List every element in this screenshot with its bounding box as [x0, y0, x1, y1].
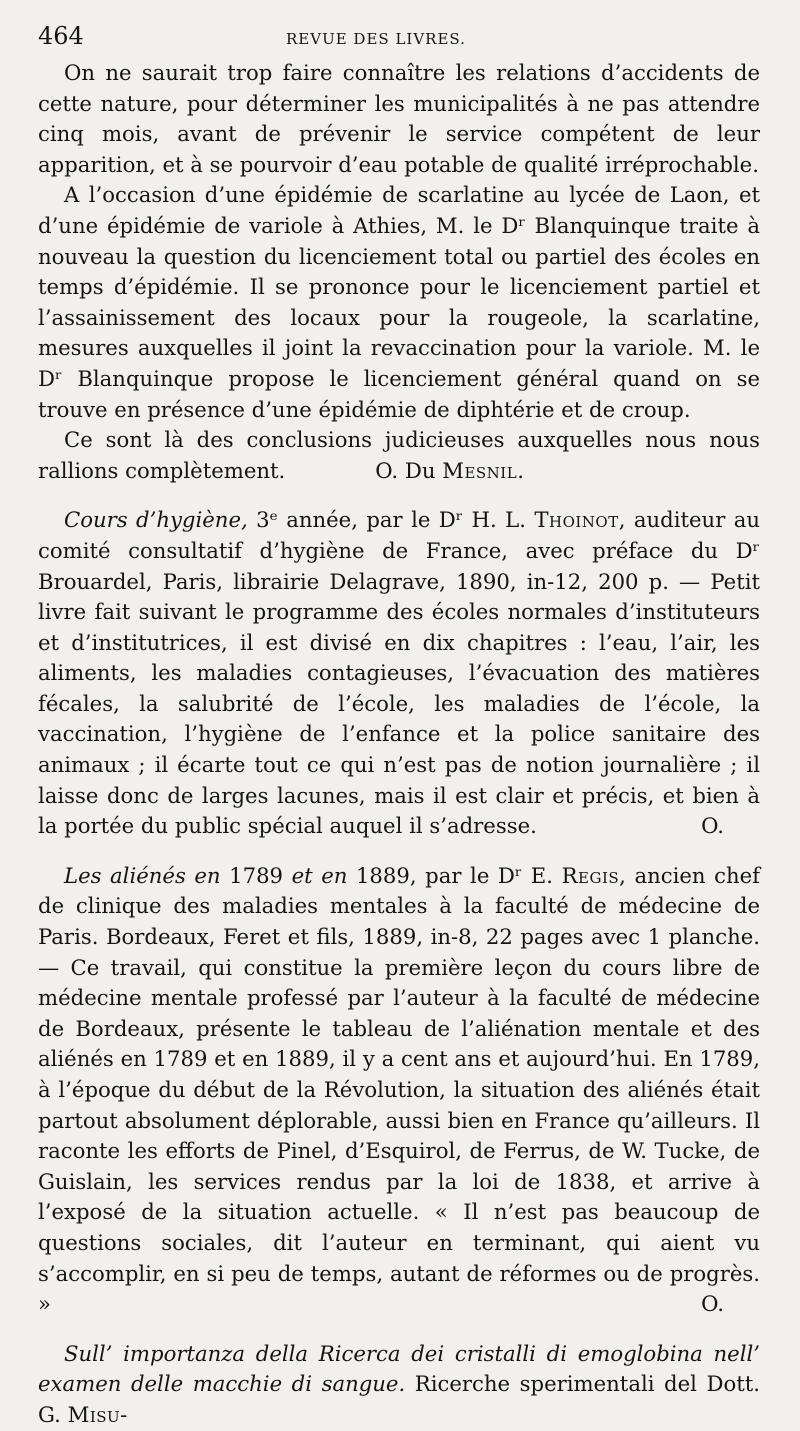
paragraph-blanquinque: A l’occasion d’une épidémie de scarlatine au lycée de Laon, et d’une épidémie de variole à Athies, M. le Dʳ Blanquinque traite à nouveau la question du licenciement total ou partiel des écoles en temps d’épidémie. Il se prononce pour le licenciement partiel et l’assainissement des locaux pour la rougeole, la scarlatine, mesures auxquelles il joint la revaccination pour la variole. M. le Dʳ Blanquinque propose le licenciement général quand on se trouve en présence d’une épidémie de diphtérie et de croup. — [38, 182, 760, 422]
paragraph-accidents: On ne saurait trop faire connaître les relations d’accidents de cette nature, pour déterminer les municipalités à ne pas attendre cinq mois, avant de prévenir le service compétent de leur apparition, et à se pourvoir d’eau potable de qualité irréprochable. — [38, 60, 760, 177]
page-number: 464 — [38, 22, 84, 50]
review-emoglobina: Sull’ importanza della Ricerca dei cristalli di emoglobina nell’ examen delle macchie di sangue. Ricerche sperimentali del Dott. G. Misu- — [38, 1340, 760, 1427]
author-name: Regis — [561, 862, 620, 888]
review-cours-hygiene: Cours d’hygiène, 3ᵉ année, par le Dʳ H. L. Thoinot, auditeur au comité consultatif d’hygiène de France, avec préface du Dʳ Brouardel, Paris, librairie Delagrave, 1890, in-12, 200 p. — Petit livre fait suivant le programme des écoles normales d’instituteurs et d’institutrices, il est divisé en dix chapitres : l’eau, l’air, les aliments, les maladies contagieuses, l’évacuation des matières fécales, la salubrité de l’école, les maladies de l’école, la vaccination, l’hygiène de l’enfance et la police sanitaire des animaux ; il écarte tout ce qui n’est pas de notion journalière ; il laisse donc de larges lacunes, mais il est clair et précis, et bien à la portée du public spécial auquel il s’adresse. O. — [38, 505, 760, 842]
book-title: Cours d’hygiène, — [64, 507, 248, 533]
book-title: Sull’ importanza della Ricerca dei cristalli di emoglobina nell’ examen delle macchie di sangue. — [38, 1340, 760, 1397]
page-header — [38, 22, 760, 58]
conclusion-text: Ce sont là des conclusions judicieuses auxquelles nous nous rallions complètement. — [38, 427, 760, 483]
review-alienes: Les aliénés en 1789 et en 1889, par le Dʳ E. Regis, ancien chef de clinique des maladies mentales à la faculté de médecine de Paris. Bordeaux, Feret et fils, 1889, in-8, 22 pages avec 1 planche. — Ce travail, qui constitue la première leçon du cours libre de médecine mentale professé par l’auteur à la faculté de médecine de Bordeaux, présente le tableau de l’aliénation mentale et des aliénés en 1789 et en 1889, il y a cent ans et aujourd’hui. En 1789, à l’époque du début de la Révolution, la situation des aliénés était partout absolument déplorable, aussi bien en France qu’ailleurs. Il raconte les efforts de Pinel, d’Esquirol, de Ferrus, de W. Tucke, de Guislain, les services rendus par la loi de 1838, et arrive à l’exposé de la situation actuelle. « Il n’est pas beaucoup de questions sociales, dit l’auteur en terminant, qui aient vu s’accomplir, en si peu de temps, autant de réformes ou de progrès. » O. — [38, 861, 760, 1320]
running-head: REVUE DES LIVRES. — [286, 30, 466, 48]
book-title: Les aliénés en — [64, 862, 221, 888]
author-name: Misu- — [67, 1401, 128, 1427]
paragraph-conclusion — [38, 425, 760, 486]
review-signature: O. — [701, 1291, 724, 1317]
page-body — [38, 58, 760, 1431]
author-name: Thoinot — [534, 507, 619, 533]
signature-du-mesnil: O. Du Mesnil. — [375, 457, 525, 483]
review-signature: O. — [701, 813, 724, 839]
